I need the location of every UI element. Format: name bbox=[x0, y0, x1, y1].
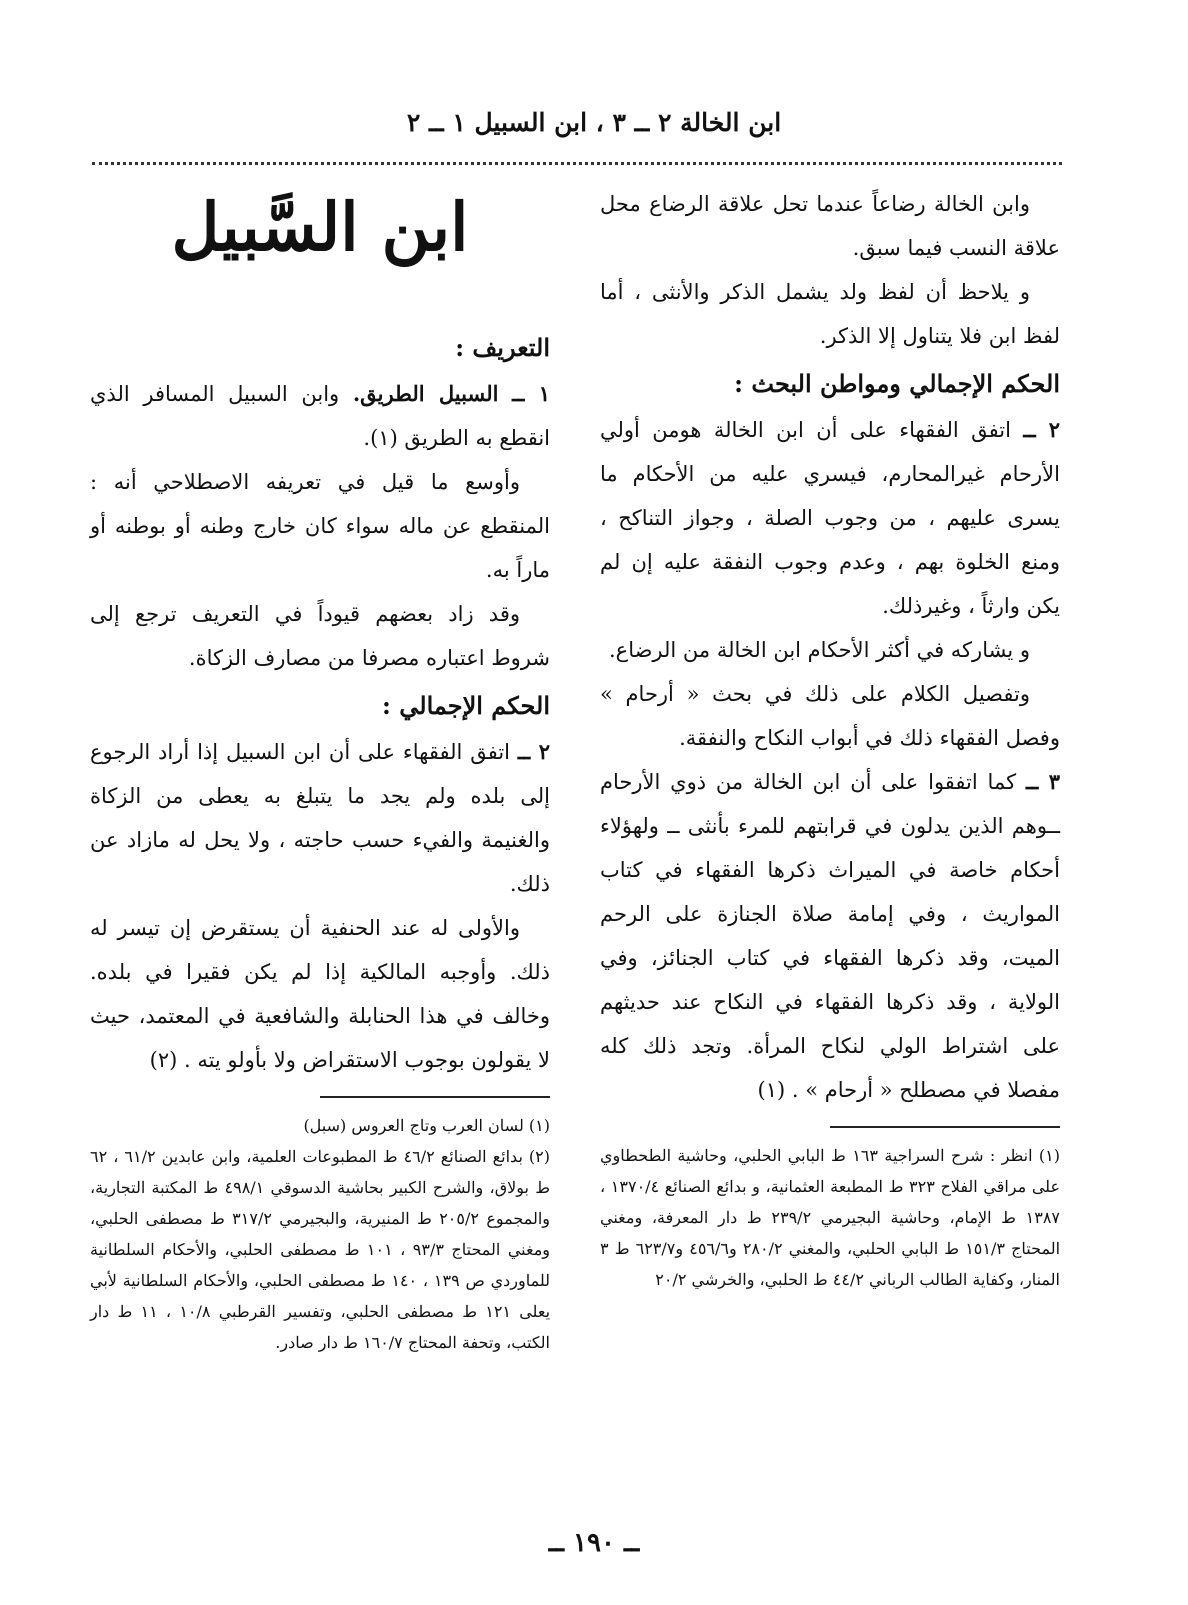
footnote: (٢) بدائع الصنائع ٤٦/٢ ط المطبوعات العلمية، وابن عابدين ٦١/٢ ، ٦٢ ط بولاق، والشرح الكبير بحاشية الدسوقي ٤٩٨/١ ط المكتبة التجارية، والمجموع ٢٠٥/٢ ط المنيرية، والبجيرمي ٣١٧/٢ ط مصطفى الحلبي، ومغني المحتاج ٩٣/٣ ، ١٠١ ط مصطفى الحلبي، والأحكام السلطانية للماوردي ص ١٣٩ ، ١٤٠ ط مصطفى الحلبي، والأحكام السلطانية لأبي يعلى ١٢١ ط مصطفى الحلبي، وتفسير القرطبي ١٠/٨ ، ١١ ط دار الكتب، وتحفة المحتاج ١٦٠/٧ ط دار صادر. bbox=[90, 1147, 551, 1352]
page-number: ــ ١٩٠ ــ bbox=[548, 1528, 640, 1558]
paragraph-text: وابن السبيل المسافر الذي انقطع به الطريق (١). bbox=[90, 382, 550, 450]
footnote: (١) لسان العرب وتاج العروس (سبل) bbox=[303, 1116, 550, 1135]
paragraph-text: اتفق الفقهاء على أن ابن الخالة هومن أولي الأرحام غيرالمحارم، فيسري عليه من الأحكام ما يسرى عليهم ، من وجوب الصلة ، وجواز التناكح ، ومنع الخلوة بهم ، وعدم وجوب النفقة عليه إن لم يكن وارثاً ، وغيرذلك. bbox=[600, 418, 1060, 618]
entry-title: ابن السَّبيل bbox=[171, 188, 469, 266]
section-number: ٢ ــ bbox=[517, 739, 550, 764]
paragraph: وأوسع ما قيل في تعريفه الاصطلاحي أنه : المنقطع عن ماله سواء كان خارج وطنه أو بوطنه أو ماراً به. bbox=[90, 470, 550, 582]
section-number: ١ ــ bbox=[512, 381, 550, 406]
section-heading: الحكم الإجمالي : bbox=[382, 691, 550, 720]
paragraph: وابن الخالة رضاعاً عندما تحل علاقة الرضاع محل علاقة النسب فيما سبق. bbox=[600, 192, 1060, 260]
paragraph: وقد زاد بعضهم قيوداً في التعريف ترجع إلى شروط اعتباره مصرفا من مصارف الزكاة. bbox=[90, 602, 550, 670]
running-header: ابن الخالة ٢ ــ ٣ ، ابن السبيل ١ ــ ٢ bbox=[406, 108, 782, 137]
paragraph: وتفصيل الكلام على ذلك في بحث « أرحام » وفصل الفقهاء ذلك في أبواب النكاح والنفقة. bbox=[600, 682, 1060, 750]
paragraph: والأولى له عند الحنفية أن يستقرض إن تيسر له ذلك. وأوجبه المالكية إذا لم يكن فقيرا في بلده. وخالف في هذا الحنابلة والشافعية في المعتمد، حيث لا يقولون بوجوب الاستقراض ولا بأولو يته . (٢) bbox=[90, 916, 550, 1072]
numbered-paragraph bbox=[90, 372, 550, 460]
definition-term: السبيل الطريق. bbox=[352, 381, 499, 406]
numbered-paragraph bbox=[600, 760, 1060, 1112]
paragraph-text: كما اتفقوا على أن ابن الخالة من ذوي الأرحام ــوهم الذين يدلون في قرابتهم للمرء بأنثى ــ ولهؤلاء أحكام خاصة في الميراث ذكرها الفقهاء في كتاب المواريث ، وفي إمامة صلاة الجنازة على الرحم الميت، وقد ذكرها الفقهاء في كتاب الجنائز، وفي الولاية ، وقد ذكرها الفقهاء في النكاح عند حديثهم على اشتراط الولي لنكاح المرأة. وتجد ذلك كله مفصلا في مصطلح « أرحام » . (١) bbox=[600, 770, 1060, 1102]
paragraph-text: اتفق الفقهاء على أن ابن السبيل إذا أراد الرجوع إلى بلده ولم يجد ما يتبلغ به يعطى من الزكاة والغنيمة والفيء حسب حاجته ، ولا يحل له مازاد عن ذلك. bbox=[90, 740, 550, 896]
section-number: ٢ ــ bbox=[1023, 417, 1060, 442]
section-number: ٣ ــ bbox=[1025, 769, 1060, 794]
numbered-paragraph bbox=[600, 408, 1060, 628]
left-column bbox=[90, 182, 550, 1358]
footnote-divider bbox=[320, 1096, 550, 1098]
paragraph: و يلاحظ أن لفظ ولد يشمل الذكر والأنثى ، أما لفظ ابن فلا يتناول إلا الذكر. bbox=[600, 280, 1060, 348]
right-column bbox=[600, 182, 1060, 1295]
footnote-divider bbox=[830, 1126, 1060, 1128]
header-divider bbox=[92, 162, 1062, 165]
section-heading: التعريف : bbox=[455, 333, 550, 362]
footnote: (١) انظر : شرح السراجية ١٦٣ ط البابي الحلبي، وحاشية الطحطاوي على مراقي الفلاح ٣٢٣ ط المطبعة العثمانية، و بدائع الصنائع ١٣٧٠/٤ ، ١٣٨٧ ط الإمام، وحاشية البجيرمي ٢٣٩/٢ ط دار المعرفة، ومغني المحتاج ١٥١/٣ ط البابي الحلبي، والمغني ٢٨٠/٢ و٤٥٦/٦ و٦٢٣/٧ ط ٣ المنار، وكفاية الطالب الرباني ٤٤/٢ ط الحلبي، والخرشي ٢٠/٢ bbox=[600, 1146, 1061, 1289]
paragraph: و يشاركه في أكثر الأحكام ابن الخالة من الرضاع. bbox=[608, 638, 1030, 662]
numbered-paragraph bbox=[90, 730, 550, 906]
section-heading: الحكم الإجمالي ومواطن البحث : bbox=[734, 369, 1060, 398]
